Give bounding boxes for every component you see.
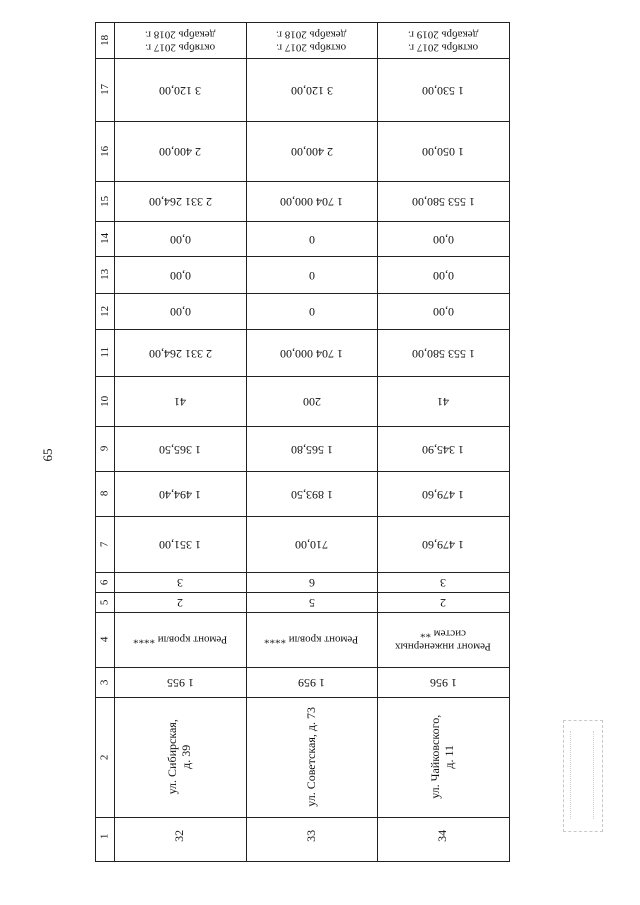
column-number-label: 17 — [98, 83, 111, 95]
cell-value: 0,00 — [432, 232, 454, 247]
table-cell-c11 — [377, 329, 509, 376]
table-cell-c10 — [377, 376, 509, 426]
cell-value: 200 — [302, 394, 321, 409]
table-cell-c18 — [377, 23, 509, 58]
table-cell-c5 — [114, 592, 246, 612]
table-cell-address — [246, 697, 377, 817]
cell-value: 1 553 580,00 — [411, 346, 475, 361]
table-cell-c8 — [377, 471, 509, 516]
table-cell-c18 — [246, 23, 377, 58]
column-number — [96, 256, 114, 293]
table-cell-c15 — [246, 181, 377, 221]
table-cell-c11 — [114, 329, 246, 376]
cell-value: 2 — [177, 595, 183, 610]
table-cell-c5 — [377, 592, 509, 612]
cell-value: 3 — [177, 575, 183, 590]
cell-value: ул. Чайковского, д. 11 — [428, 715, 456, 799]
table-cell-c8 — [246, 471, 377, 516]
column-number-label: 6 — [98, 579, 111, 585]
table-cell-c18 — [114, 23, 246, 58]
column-number-label: 5 — [98, 599, 111, 605]
column-number-label: 14 — [98, 232, 111, 244]
table-cell-c16 — [377, 121, 509, 181]
cell-value: 1 553 580,00 — [411, 194, 475, 209]
table-cell-c8 — [114, 471, 246, 516]
table-cell-c16 — [246, 121, 377, 181]
table-cell-c15 — [377, 181, 509, 221]
column-number — [96, 329, 114, 376]
cell-value: Ремонт инженерных систем ** — [395, 627, 491, 653]
column-number — [96, 23, 114, 58]
table-cell-work — [377, 612, 509, 667]
table-cell-c6 — [377, 572, 509, 592]
column-number-label: 1 — [98, 833, 111, 839]
table-cell-c9 — [114, 426, 246, 471]
cell-value: 0,00 — [432, 304, 454, 319]
table-cell-year — [246, 667, 377, 697]
column-number-label: 10 — [98, 395, 111, 407]
table-cell-c13 — [377, 256, 509, 293]
cell-value: 34 — [435, 829, 450, 842]
column-number-label: 4 — [98, 636, 111, 643]
table-cell-c14 — [377, 221, 509, 256]
column-number — [96, 221, 114, 256]
table-cell-c13 — [114, 256, 246, 293]
table-cell-c7 — [114, 516, 246, 572]
table-cell-address — [114, 697, 246, 817]
table-cell-address — [377, 697, 509, 817]
cell-value: 0 — [308, 268, 315, 283]
table-cell-c12 — [377, 293, 509, 329]
cell-value: 41 — [174, 394, 186, 409]
column-number-label: 16 — [98, 145, 111, 157]
table-cell-c6 — [114, 572, 246, 592]
cell-value: 2 400,00 — [159, 144, 201, 159]
table-cell-c14 — [114, 221, 246, 256]
table-cell-c16 — [114, 121, 246, 181]
table-cell-c14 — [246, 221, 377, 256]
table-cell-c11 — [246, 329, 377, 376]
faint-stamp — [563, 720, 603, 832]
column-number — [96, 697, 114, 817]
column-number — [96, 121, 114, 181]
column-number — [96, 58, 114, 121]
table-cell-c7 — [377, 516, 509, 572]
table-cell-c17 — [246, 58, 377, 121]
cell-value: 0,00 — [169, 232, 191, 247]
column-number — [96, 667, 114, 697]
table-cell-c12 — [246, 293, 377, 329]
table-cell-num — [246, 817, 377, 855]
column-number-label: 11 — [98, 347, 111, 358]
cell-value: 1 530,00 — [422, 83, 464, 98]
cell-value: 1 351,00 — [159, 537, 201, 552]
table-cell-c13 — [246, 256, 377, 293]
column-number-label: 2 — [98, 754, 111, 760]
column-number — [96, 426, 114, 471]
cell-value: 1 494,40 — [159, 487, 201, 502]
table-cell-c17 — [114, 58, 246, 121]
column-number — [96, 376, 114, 426]
table-cell-c5 — [246, 592, 377, 612]
cell-value: 1 365,50 — [159, 442, 201, 457]
cell-value: 2 — [440, 595, 446, 610]
table-cell-c17 — [377, 58, 509, 121]
table-cell-c9 — [377, 426, 509, 471]
column-number — [96, 817, 114, 855]
column-number-label: 15 — [98, 195, 111, 207]
cell-value: 1 704 000,00 — [280, 346, 343, 361]
column-number-label: 7 — [98, 541, 111, 547]
cell-value: 3 120,00 — [159, 83, 201, 98]
table-cell-work — [114, 612, 246, 667]
column-number — [96, 293, 114, 329]
table-cell-year — [114, 667, 246, 697]
column-number — [96, 471, 114, 516]
column-number — [96, 612, 114, 667]
cell-value: 1 479,60 — [422, 487, 464, 502]
cell-value: 0,00 — [432, 268, 454, 283]
cell-value: 3 — [440, 575, 446, 590]
table-cell-c12 — [114, 293, 246, 329]
table-cell-num — [377, 817, 509, 855]
cell-value: 6 — [308, 575, 315, 590]
cell-value: 1 955 — [166, 675, 194, 690]
repair-program-table — [95, 22, 510, 862]
cell-value: 1 479,60 — [422, 537, 464, 552]
cell-value: 1 704 000,00 — [280, 194, 343, 209]
column-number-label: 18 — [98, 34, 111, 46]
cell-value: 33 — [303, 829, 318, 842]
table-cell-c6 — [246, 572, 377, 592]
cell-value: 1 565,80 — [290, 442, 333, 457]
cell-value: 2 400,00 — [290, 144, 333, 159]
table-cell-c15 — [114, 181, 246, 221]
cell-value: 1 893,50 — [290, 487, 333, 502]
cell-value: 2 331 264,00 — [148, 346, 212, 361]
cell-value: ул. Сибирская, д. 39 — [165, 719, 193, 795]
cell-value: октябрь 2017 г. декабрь 2018 г. — [276, 28, 347, 54]
column-number-label: 13 — [98, 268, 111, 280]
cell-value: 5 — [308, 595, 315, 610]
cell-value: 1 956 — [429, 675, 457, 690]
column-number-label: 3 — [98, 679, 111, 685]
page-number: 65 — [40, 448, 55, 462]
table-cell-c10 — [114, 376, 246, 426]
cell-value: 41 — [437, 394, 449, 409]
cell-value: 32 — [172, 829, 187, 842]
cell-value: 1 959 — [298, 675, 325, 690]
cell-value: 1 345,90 — [422, 442, 464, 457]
column-number — [96, 181, 114, 221]
cell-value: 1 050,00 — [422, 144, 464, 159]
cell-value: 3 120,00 — [290, 83, 333, 98]
cell-value: октябрь 2017 г. декабрь 2019 г. — [407, 28, 479, 54]
cell-value: 0,00 — [169, 268, 191, 283]
cell-value: Ремонт кровли **** — [132, 633, 228, 646]
cell-value: Ремонт кровли **** — [264, 633, 359, 646]
cell-value: 710,00 — [295, 537, 328, 552]
column-number — [96, 516, 114, 572]
cell-value: ул. Советская, д. 73 — [303, 707, 318, 807]
table-cell-c7 — [246, 516, 377, 572]
cell-value: 0,00 — [169, 304, 191, 319]
column-number — [96, 592, 114, 612]
cell-value: октябрь 2017 г. декабрь 2018 г. — [144, 28, 216, 54]
table-cell-c10 — [246, 376, 377, 426]
table-cell-c9 — [246, 426, 377, 471]
cell-value: 0 — [308, 232, 315, 247]
column-number-label: 9 — [98, 445, 111, 452]
table-cell-work — [246, 612, 377, 667]
column-number-label: 8 — [98, 490, 111, 497]
table-cell-year — [377, 667, 509, 697]
column-number-label: 12 — [98, 305, 111, 317]
table-cell-num — [114, 817, 246, 855]
cell-value: 0 — [308, 304, 315, 319]
cell-value: 2 331 264,00 — [148, 194, 212, 209]
column-number — [96, 572, 114, 592]
